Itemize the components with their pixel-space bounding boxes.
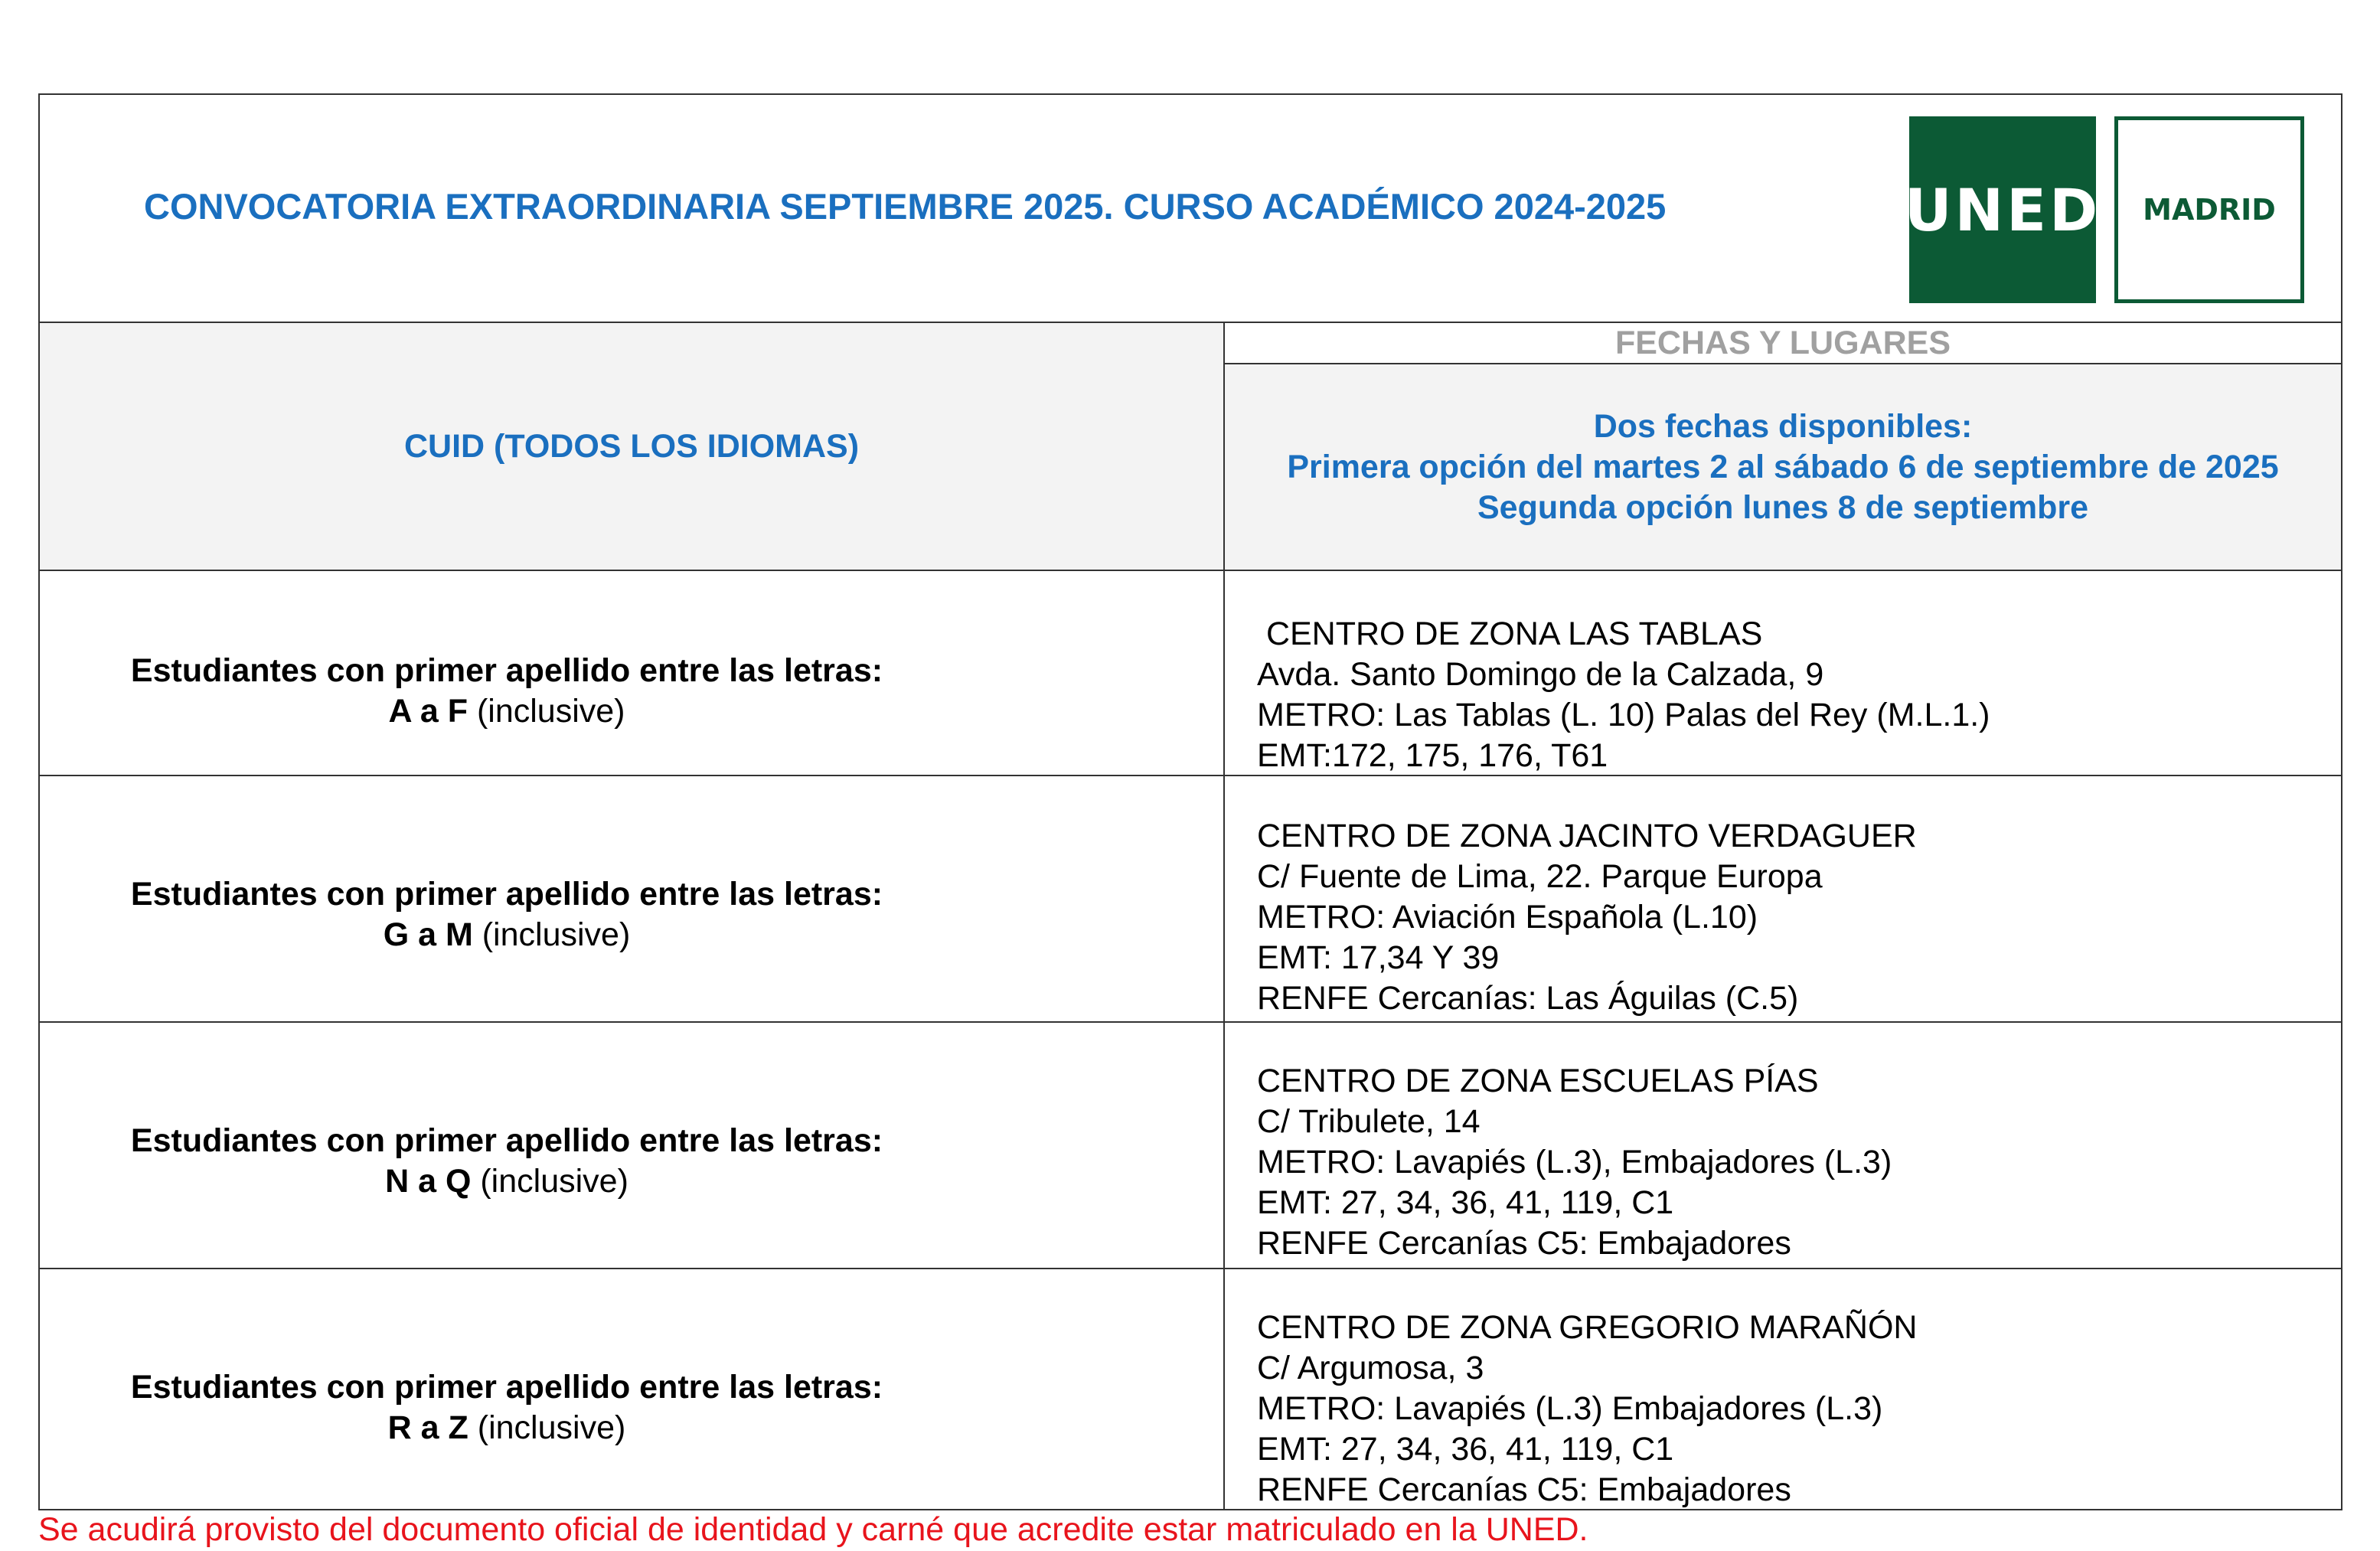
exam-location-line: Avda. Santo Domingo de la Calzada, 9 bbox=[1257, 656, 1824, 693]
surname-range-letters: A a F bbox=[388, 693, 468, 730]
exam-location-line: CENTRO DE ZONA GREGORIO MARAÑÓN bbox=[1257, 1309, 1918, 1346]
exam-location-line: METRO: Lavapiés (L.3) Embajadores (L.3) bbox=[1257, 1390, 1883, 1427]
exam-location-cell bbox=[1257, 1308, 1917, 1510]
surname-range-suffix: (inclusive) bbox=[468, 693, 625, 730]
exam-schedule-table bbox=[38, 93, 2342, 1510]
surname-range-text bbox=[86, 651, 928, 732]
surname-range-cell bbox=[40, 1269, 1225, 1509]
exam-location-line: RENFE Cercanías: Las Águilas (C.5) bbox=[1257, 980, 1799, 1017]
surname-range-cell bbox=[40, 571, 1225, 775]
exam-location-cell bbox=[1257, 1061, 1892, 1264]
exam-location-line: EMT: 27, 34, 36, 41, 119, C1 bbox=[1257, 1431, 1674, 1468]
exam-location-line: METRO: Aviación Española (L.10) bbox=[1257, 899, 1758, 935]
surname-range-prefix: Estudiantes con primer apellido entre las letras: bbox=[130, 1122, 883, 1159]
exam-location-line: METRO: Las Tablas (L. 10) Palas del Rey (M.L.1.) bbox=[1257, 697, 1990, 733]
exam-location-cell bbox=[1257, 816, 1917, 1019]
surname-range-letters-line bbox=[86, 691, 928, 732]
surname-range-cell bbox=[40, 776, 1225, 1021]
exam-location-line: C/ Argumosa, 3 bbox=[1257, 1350, 1484, 1386]
available-dates-header bbox=[1225, 364, 2341, 571]
exam-location-line: RENFE Cercanías C5: Embajadores bbox=[1257, 1225, 1791, 1262]
surname-range-prefix: Estudiantes con primer apellido entre las letras: bbox=[130, 652, 883, 689]
surname-range-letters-line bbox=[86, 1408, 928, 1448]
column-header-dates-places: FECHAS Y LUGARES bbox=[1225, 323, 2341, 364]
surname-range-letters-line bbox=[86, 915, 928, 955]
document-header bbox=[40, 95, 2341, 323]
exam-location-line: CENTRO DE ZONA ESCUELAS PÍAS bbox=[1257, 1063, 1819, 1099]
exam-location-line: METRO: Lavapiés (L.3), Embajadores (L.3) bbox=[1257, 1144, 1892, 1180]
exam-location-cell bbox=[1257, 614, 1990, 776]
table-row bbox=[40, 1023, 2341, 1269]
available-dates-line: Segunda opción lunes 8 de septiembre bbox=[1477, 488, 2089, 526]
surname-range-letters: N a Q bbox=[385, 1163, 472, 1200]
exam-location-line: C/ Fuente de Lima, 22. Parque Europa bbox=[1257, 858, 1823, 895]
document-title: CONVOCATORIA EXTRAORDINARIA SEPTIEMBRE 2025. CURSO ACADÉMICO 2024-2025 bbox=[144, 186, 1667, 227]
surname-range-suffix: (inclusive) bbox=[472, 916, 631, 953]
exam-location-line: EMT: 17,34 Y 39 bbox=[1257, 939, 1500, 976]
exam-location-line: CENTRO DE ZONA JACINTO VERDAGUER bbox=[1257, 818, 1917, 854]
surname-range-suffix: (inclusive) bbox=[471, 1163, 628, 1200]
surname-range-text bbox=[86, 1121, 928, 1202]
surname-range-prefix: Estudiantes con primer apellido entre las letras: bbox=[130, 1369, 883, 1406]
column-header-cuid: CUID (TODOS LOS IDIOMAS) bbox=[40, 323, 1225, 571]
surname-range-letters: R a Z bbox=[387, 1409, 468, 1446]
exam-location-line: RENFE Cercanías C5: Embajadores bbox=[1257, 1471, 1791, 1508]
table-row bbox=[40, 776, 2341, 1023]
surname-range-text bbox=[86, 874, 928, 955]
exam-location-line: EMT:172, 175, 176, T61 bbox=[1257, 737, 1608, 774]
exam-location-line: EMT: 27, 34, 36, 41, 119, C1 bbox=[1257, 1184, 1674, 1221]
surname-range-letters-line bbox=[86, 1161, 928, 1202]
surname-range-cell bbox=[40, 1023, 1225, 1268]
identity-document-note: Se acudirá provisto del documento oficial de identidad y carné que acredite estar matriculado en la UNED. bbox=[38, 1511, 1588, 1548]
exam-location-line: C/ Tribulete, 14 bbox=[1257, 1103, 1481, 1140]
available-dates-line: Dos fechas disponibles: bbox=[1593, 407, 1973, 445]
uned-logo-mark: UNED bbox=[1909, 116, 2096, 303]
surname-range-prefix: Estudiantes con primer apellido entre las letras: bbox=[130, 876, 883, 913]
exam-location-line: CENTRO DE ZONA LAS TABLAS bbox=[1257, 616, 1763, 652]
table-row bbox=[40, 1269, 2341, 1509]
madrid-logo-mark: MADRID bbox=[2114, 116, 2304, 303]
available-dates-line: Primera opción del martes 2 al sábado 6 de septiembre de 2025 bbox=[1287, 448, 2279, 485]
surname-range-text bbox=[86, 1367, 928, 1448]
surname-range-letters: G a M bbox=[383, 916, 473, 953]
table-row bbox=[40, 571, 2341, 776]
surname-range-suffix: (inclusive) bbox=[468, 1409, 626, 1446]
uned-madrid-logo bbox=[1904, 116, 2307, 303]
